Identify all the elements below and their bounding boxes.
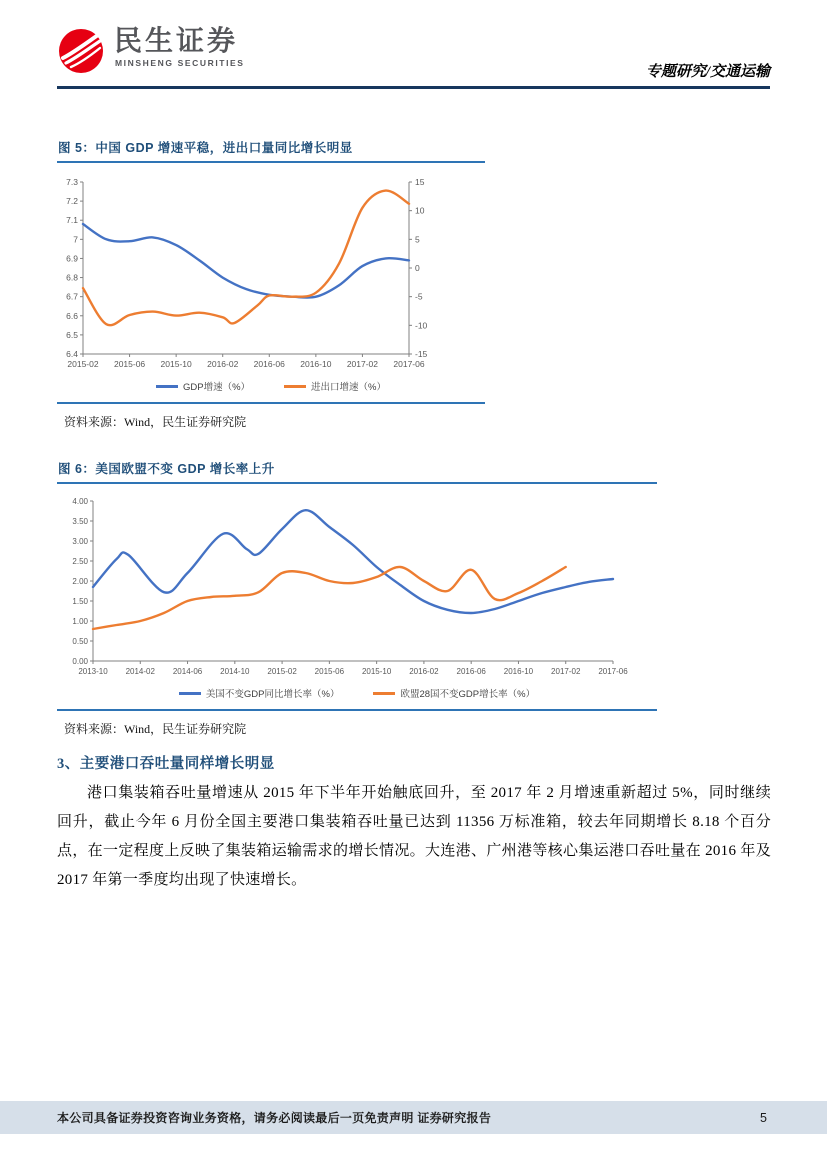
- svg-text:7.3: 7.3: [66, 177, 78, 187]
- footer-disclaimer: 本公司具备证券投资咨询业务资格，请务必阅读最后一页免责声明 证券研究报告: [57, 1111, 492, 1125]
- section-heading: 3、主要港口吞吐量同样增长明显: [57, 756, 275, 772]
- legend-item: [156, 379, 250, 393]
- svg-text:-10: -10: [415, 320, 428, 331]
- svg-text:6.5: 6.5: [66, 329, 78, 340]
- svg-text:2016-06: 2016-06: [253, 359, 285, 369]
- figure-5-chart-area: [57, 163, 485, 393]
- figure-6-chart-area: [57, 484, 657, 700]
- svg-text:6.6: 6.6: [66, 310, 78, 321]
- body-paragraph: 港口集装箱吞吐量增速从 2015 年下半年开始触底回升，至 2017 年 2 月增速重新超过 5%，同时继续回升，截止今年 6 月份全国主要港口集装箱吞吐量已达到 11356 万标准箱，较去年同期增长 8.18 个百分点，在一定程度上反映了集装箱运输需求的增长情况。大连港、广州港等核心集运港口吞吐量在 2016 年及 2017 年第一季度均出现了快速增长。: [57, 785, 771, 888]
- legend-line-swatch: [373, 692, 395, 695]
- svg-text:0.00: 0.00: [72, 657, 88, 666]
- svg-text:6.4: 6.4: [66, 349, 78, 359]
- svg-text:2017-02: 2017-02: [346, 359, 379, 369]
- svg-text:2016-10: 2016-10: [300, 359, 332, 369]
- svg-text:2016-02: 2016-02: [207, 359, 239, 369]
- svg-text:1.50: 1.50: [72, 597, 88, 606]
- legend-label: 进出口增速（%）: [311, 382, 386, 393]
- legend-label: 美国不变GDP同比增长率（%）: [205, 689, 340, 700]
- svg-text:0.50: 0.50: [72, 637, 88, 646]
- legend-line-swatch: [284, 385, 306, 388]
- svg-text:7.1: 7.1: [66, 215, 78, 226]
- figure-6-legend: [57, 686, 657, 700]
- logo-text-block: [105, 26, 245, 68]
- company-logo: [57, 26, 245, 74]
- page-header: [57, 24, 770, 89]
- logo-company-name: 民生证券: [114, 25, 239, 56]
- svg-text:0: 0: [415, 263, 420, 273]
- svg-text:1.00: 1.00: [72, 617, 88, 626]
- legend-label: GDP增速（%）: [183, 382, 251, 393]
- svg-text:7.2: 7.2: [66, 196, 78, 207]
- svg-text:2.00: 2.00: [72, 577, 88, 586]
- figure-5-chart: [57, 172, 485, 378]
- svg-text:7: 7: [73, 234, 78, 245]
- svg-text:2016-10: 2016-10: [503, 667, 534, 676]
- svg-text:6.7: 6.7: [66, 291, 78, 302]
- svg-text:2013-10: 2013-10: [78, 667, 108, 676]
- svg-text:2.50: 2.50: [72, 557, 88, 566]
- figure-5-title: 图 5：中国 GDP 增速平稳，进出口量同比增长明显: [57, 136, 485, 163]
- legend-item: [179, 686, 340, 700]
- svg-text:2015-10: 2015-10: [160, 359, 192, 369]
- minsheng-logo-icon: [57, 26, 105, 74]
- legend-line-swatch: [179, 692, 201, 695]
- figure-6-title: 图 6：美国欧盟不变 GDP 增长率上升: [57, 457, 657, 484]
- svg-text:15: 15: [415, 177, 425, 187]
- svg-text:2015-06: 2015-06: [314, 667, 345, 676]
- svg-text:5: 5: [415, 234, 420, 245]
- figure-6-source: 资料来源：Wind，民生证券研究院: [57, 709, 657, 737]
- svg-text:2015-02: 2015-02: [267, 667, 297, 676]
- svg-text:10: 10: [415, 205, 425, 216]
- figure-6-chart: [57, 493, 657, 685]
- figure-5-block: [57, 136, 485, 430]
- report-type-label: 专题研究/交通运输: [645, 64, 770, 80]
- legend-item: [284, 379, 386, 393]
- logo-company-name-en: MINSHENG SECURITIES: [115, 58, 245, 68]
- svg-text:2017-06: 2017-06: [598, 667, 628, 676]
- svg-text:2016-06: 2016-06: [456, 667, 486, 676]
- svg-text:2017-02: 2017-02: [551, 667, 581, 676]
- svg-text:-15: -15: [415, 349, 428, 359]
- svg-text:6.8: 6.8: [66, 272, 78, 283]
- figure-5-legend: [57, 379, 485, 393]
- svg-text:2015-02: 2015-02: [67, 359, 99, 369]
- svg-text:4.00: 4.00: [72, 497, 88, 506]
- svg-text:6.9: 6.9: [66, 253, 78, 264]
- svg-text:3.00: 3.00: [72, 537, 88, 546]
- page-number: 5: [760, 1110, 767, 1125]
- svg-text:2015-10: 2015-10: [361, 667, 392, 676]
- page-footer: [0, 1101, 827, 1134]
- svg-text:2016-02: 2016-02: [409, 667, 439, 676]
- legend-label: 欧盟28国不变GDP增长率（%）: [400, 689, 536, 700]
- figure-6-block: [57, 457, 657, 737]
- svg-text:2014-02: 2014-02: [125, 667, 155, 676]
- figure-5-source: 资料来源：Wind，民生证券研究院: [57, 402, 485, 430]
- svg-text:2017-06: 2017-06: [393, 359, 425, 369]
- svg-text:2014-10: 2014-10: [220, 667, 250, 676]
- legend-line-swatch: [156, 385, 178, 388]
- svg-text:3.50: 3.50: [72, 517, 88, 526]
- svg-text:-5: -5: [415, 291, 423, 302]
- svg-text:2015-06: 2015-06: [113, 359, 146, 369]
- svg-text:2014-06: 2014-06: [172, 667, 203, 676]
- legend-item: [373, 686, 535, 700]
